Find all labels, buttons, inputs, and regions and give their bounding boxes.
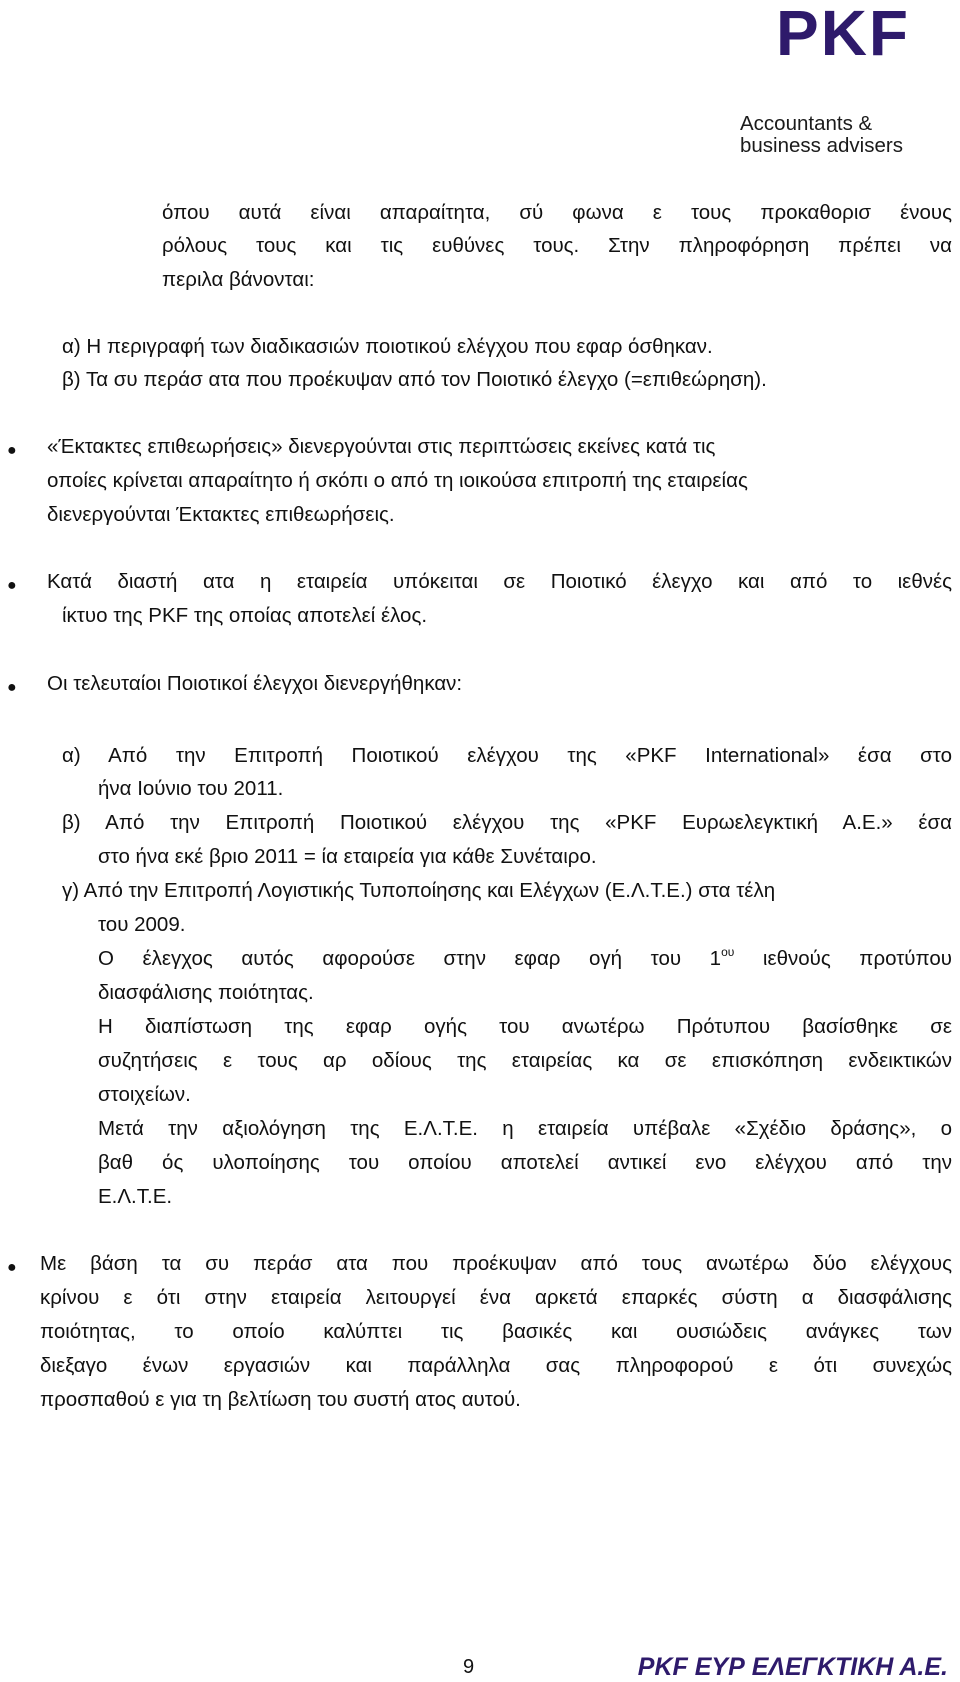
- item-c-line: του 2009.: [98, 913, 186, 936]
- item-c-line: γ) Από την Επιτροπή Λογιστικής Τυποποίησης και Ελέγχων (Ε.Λ.Τ.Ε.) στα τέλη: [62, 879, 776, 902]
- bullet-1-line: διενεργούνται Έκτακτες επιθεωρήσεις.: [47, 503, 395, 526]
- intro-item-a: α) Η περιγραφή των διαδικασιών ποιοτικού ελέγχου που εφαρ όσθηκαν.: [62, 335, 713, 358]
- bullet-2-line: Κατά διαστή ατα η εταιρεία υπόκειται σε Ποιοτικό έλεγχο και από το ιεθνές: [47, 570, 952, 593]
- item-b-line: β) Από την Επιτροπή Ποιοτικού ελέγχου της «PKF Ευρωελεγκτική Α.Ε.» έσα: [62, 811, 952, 834]
- item-a-line: α) Από την Επιτροπή Ποιοτικού ελέγχου της «PKF International» έσα στο: [62, 744, 952, 767]
- bullet-4-line: Με βάση τα συ περάσ ατα που προέκυψαν από τους ανωτέρω δύο ελέγχους: [40, 1252, 952, 1275]
- bullet-1-line: οποίες κρίνεται απαραίτητο ή σκόπι ο από τη ιοικούσα επιτροπή της εταιρείας: [47, 469, 748, 492]
- intro-item-b: β) Τα συ περάσ ατα που προέκυψαν από τον Ποιοτικό έλεγχο (=επιθεώρηση).: [62, 368, 767, 391]
- bullet-4-line: προσπαθού ε για τη βελτίωση του συστή ατος αυτού.: [40, 1388, 521, 1411]
- footer-brand: PKF ΕΥΡ ΕΛΕΓΚΤΙΚΗ Α.Ε.: [637, 1653, 948, 1681]
- bullet-marker: ●: [7, 577, 17, 594]
- bullet-marker: ●: [7, 679, 17, 696]
- bullet-4-line: ποιότητας, το οποίο καλύπτει τις βασικές και ουσιώδεις ανάγκες των: [40, 1320, 952, 1343]
- intro-line: όπου αυτά είναι απαραίτητα, σύ φωνα ε τους προκαθορισ ένους: [162, 201, 952, 224]
- page-number: 9: [463, 1656, 475, 1678]
- item-c-detail-3-line: Ε.Λ.Τ.Ε.: [98, 1185, 173, 1208]
- item-b-line: στο ήνα εκέ βριο 2011 = ία εταιρεία για κάθε Συνέταιρο.: [98, 845, 597, 868]
- item-c-detail-3-line: Μετά την αξιολόγηση της Ε.Λ.Τ.Ε. η εταιρεία υπέβαλε «Σχέδιο δράσης», ο: [98, 1117, 952, 1140]
- bullet-3-text: Οι τελευταίοι Ποιοτικοί έλεγχοι διενεργήθηκαν:: [47, 672, 463, 695]
- pkf-logo-mark: PKF: [776, 0, 910, 69]
- bullet-2-line: ίκτυο της PKF της οποίας αποτελεί έλος.: [62, 604, 428, 627]
- bullet-marker: ●: [7, 442, 17, 459]
- logo-tagline: Accountants & business advisers: [740, 112, 903, 157]
- item-c-detail-2-line: Η διαπίστωση της εφαρ ογής του ανωτέρω Πρότυπου βασίσθηκε σε: [98, 1015, 952, 1038]
- item-c-detail-3-line: βαθ ός υλοποίησης του οποίου αποτελεί αντικεί ενο ελέγχου από την: [98, 1151, 952, 1174]
- pkf-logo: [740, 0, 950, 157]
- intro-line: ρόλους τους και τις ευθύνες τους. Στην πληροφόρηση πρέπει να: [162, 234, 952, 257]
- item-a-line: ήνα Ιούνιο του 2011.: [98, 777, 284, 800]
- item-c-detail-1-line: διασφάλισης ποιότητας.: [98, 981, 314, 1004]
- bullet-1-line: «Έκτακτες επιθεωρήσεις» διενεργούνται στις περιπτώσεις εκείνες κατά τις: [47, 435, 716, 458]
- bullet-4-line: διεξαγο ένων εργασιών και παράλληλα σας πληροφορού ε ότι συνεχώς: [40, 1354, 952, 1377]
- bullet-4-line: κρίνου ε ότι στην εταιρεία λειτουργεί ένα αρκετά επαρκές σύστη α διασφάλισης: [40, 1286, 952, 1309]
- intro-line: περιλα βάνονται:: [162, 268, 315, 291]
- item-c-detail-2-line: στοιχείων.: [98, 1083, 191, 1106]
- item-c-detail-2-line: συζητήσεις ε τους αρ οδίους της εταιρείας κα σε επισκόπηση ενδεικτικών: [98, 1049, 952, 1072]
- bullet-marker: ●: [7, 1259, 17, 1276]
- item-c-detail-1: Ο έλεγχος αυτός αφορούσε στην εφαρ ογή του $1^{o\upsilon}$ ιεθνούς προτύπου: [98, 945, 952, 970]
